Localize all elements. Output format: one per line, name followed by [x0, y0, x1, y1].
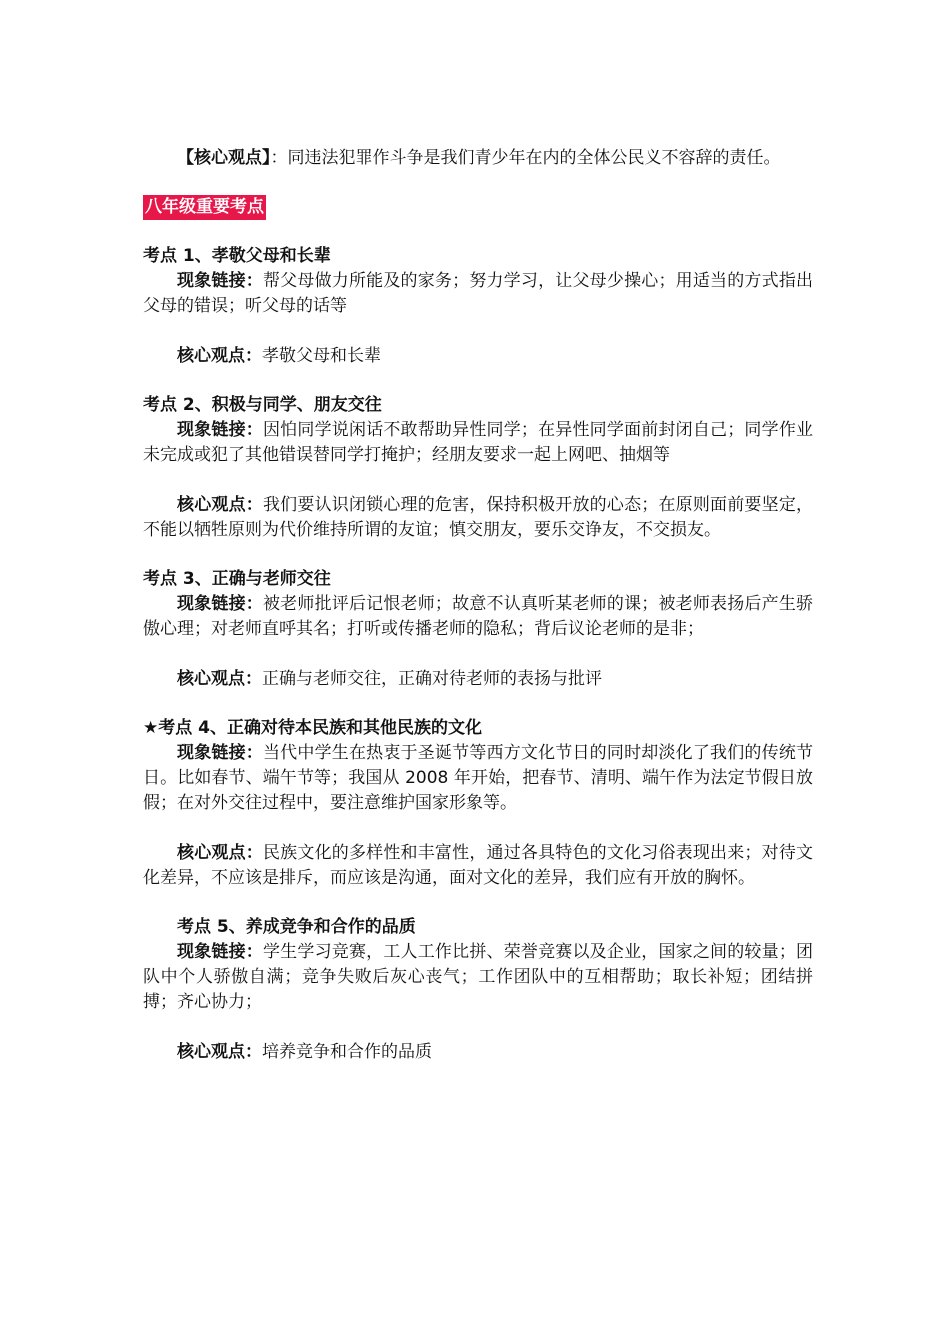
core-paragraph [143, 344, 813, 369]
core-label: 核心观点： [177, 669, 262, 689]
core-paragraph [143, 667, 813, 692]
phenomenon-label: 现象链接： [177, 743, 263, 763]
section-title: 八年级重要考点 [143, 195, 266, 220]
phenomenon-text: 被老师批评后记恨老师；故意不认真听某老师的课；被老师表扬后产生骄傲心理；对老师直呼其名；打听或传播老师的隐私；背后议论老师的是非； [143, 594, 814, 639]
phenomenon-paragraph [143, 741, 813, 816]
core-label: 核心观点： [177, 495, 263, 515]
section-heading-row [143, 195, 813, 220]
phenomenon-label: 现象链接： [177, 594, 263, 614]
core-label: 核心观点： [177, 346, 262, 366]
core-paragraph [143, 493, 813, 543]
point-title: ★考点 4、正确对待本民族和其他民族的文化 [143, 718, 482, 738]
core-text: 民族文化的多样性和丰富性，通过各具特色的文化习俗表现出来；对待文化差异，不应该是排斥，而应该是沟通，面对文化的差异，我们应有开放的胸怀。 [143, 843, 814, 888]
core-text: 我们要认识闭锁心理的危害，保持积极开放的心态；在原则面前要坚定，不能以牺牲原则为代价维持所谓的友谊；慎交朋友，要乐交诤友，不交损友。 [143, 495, 814, 540]
phenomenon-label: 现象链接： [177, 271, 263, 291]
core-paragraph [143, 841, 813, 891]
core-label: 核心观点： [177, 1042, 262, 1062]
document-page [143, 146, 813, 1065]
point-title: 考点 3、正确与老师交往 [143, 569, 331, 589]
intro-separator: ： [270, 148, 288, 168]
point-title: 考点 2、积极与同学、朋友交往 [143, 395, 382, 415]
phenomenon-paragraph [143, 418, 813, 468]
phenomenon-paragraph [143, 592, 813, 642]
phenomenon-text: 帮父母做力所能及的家务；努力学习，让父母少操心；用适当的方式指出父母的错误；听父母的话等 [143, 271, 814, 316]
intro-text: 同违法犯罪作斗争是我们青少年在内的全体公民义不容辞的责任。 [287, 148, 781, 168]
phenomenon-label: 现象链接： [177, 420, 263, 440]
phenomenon-text: 学生学习竞赛，工人工作比拼、荣誉竞赛以及企业，国家之间的较量；团队中个人骄傲自满；竞争失败后灰心丧气；工作团队中的互相帮助；取长补短；团结拼搏；齐心协力； [143, 942, 814, 1012]
core-text: 正确与老师交往，正确对待老师的表扬与批评 [262, 669, 602, 689]
intro-paragraph [143, 146, 813, 171]
phenomenon-text: 当代中学生在热衷于圣诞节等西方文化节日的同时却淡化了我们的传统节日。比如春节、端午节等；我国从 2008 年开始，把春节、清明、端午作为法定节假日放假；在对外交往过程中，要注意维护国家形象等。 [143, 743, 814, 813]
phenomenon-label: 现象链接： [177, 942, 263, 962]
core-paragraph [143, 1040, 813, 1065]
core-text: 孝敬父母和长辈 [262, 346, 381, 366]
phenomenon-paragraph [143, 940, 813, 1015]
point-title: 考点 5、养成竞争和合作的品质 [177, 917, 416, 937]
core-text: 培养竞争和合作的品质 [262, 1042, 432, 1062]
core-label: 核心观点： [177, 843, 263, 863]
intro-label: 【核心观点】 [177, 148, 271, 168]
phenomenon-paragraph [143, 269, 813, 319]
point-title: 考点 1、孝敬父母和长辈 [143, 246, 331, 266]
phenomenon-text: 因怕同学说闲话不敢帮助异性同学；在异性同学面前封闭自己；同学作业未完成或犯了其他错误替同学打掩护；经朋友要求一起上网吧、抽烟等 [143, 420, 814, 465]
